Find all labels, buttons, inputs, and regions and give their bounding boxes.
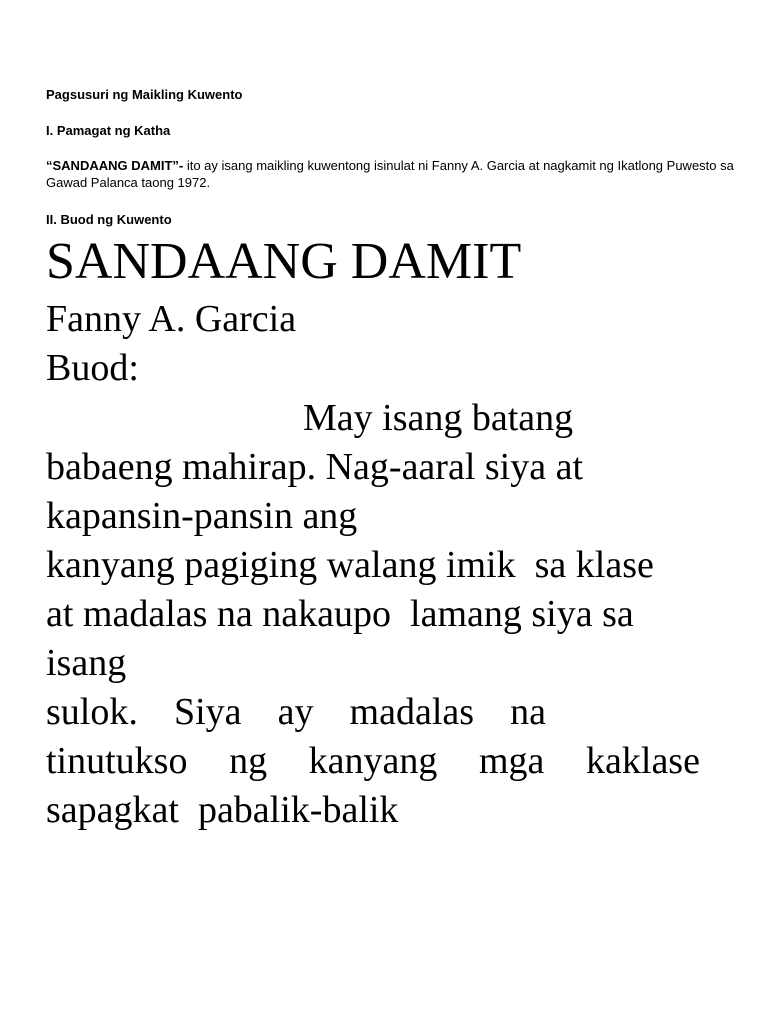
summary-line-9: sapagkat pabalik-balik bbox=[46, 789, 399, 831]
summary-word: kaklase bbox=[586, 740, 700, 782]
summary-word: na bbox=[510, 691, 546, 733]
summary-word: kanyang bbox=[308, 740, 438, 782]
summary-word: ng bbox=[229, 740, 268, 782]
story-title: SANDAANG DAMIT bbox=[46, 233, 522, 290]
summary-line-1: May isang batang bbox=[303, 397, 574, 439]
intro-text: ito ay isang maikling kuwentong isinulat ni Fanny A. Garcia at nagkamit ng Ikatlong Puwesto sa Gawad Palanca taong 1972. bbox=[46, 158, 734, 190]
summary-line-2: babaeng mahirap. Nag-aaral siya at bbox=[46, 446, 584, 488]
summary-word: sulok. bbox=[46, 691, 138, 733]
summary-line-7 bbox=[46, 688, 546, 736]
summary-label: Buod: bbox=[46, 347, 139, 389]
summary-word: ay bbox=[277, 691, 314, 733]
summary-word: mga bbox=[478, 740, 545, 782]
section-1-title: I. Pamagat ng Katha bbox=[46, 123, 171, 138]
summary-line-3: kapansin-pansin ang bbox=[46, 495, 358, 537]
summary-line-5: at madalas na nakaupo lamang siya sa bbox=[46, 593, 634, 635]
document-heading: Pagsusuri ng Maikling Kuwento bbox=[46, 87, 243, 102]
summary-line-6: isang bbox=[46, 642, 127, 684]
intro-bold-title: “SANDAANG DAMIT”- bbox=[46, 158, 184, 173]
section-2-title: II. Buod ng Kuwento bbox=[46, 212, 172, 227]
summary-line-4: kanyang pagiging walang imik sa klase bbox=[46, 544, 654, 586]
story-author: Fanny A. Garcia bbox=[46, 298, 297, 340]
intro-paragraph bbox=[46, 157, 736, 191]
summary-word: madalas bbox=[349, 691, 475, 733]
summary-word: Siya bbox=[173, 691, 242, 733]
summary-line-8 bbox=[46, 737, 700, 785]
summary-word: tinutukso bbox=[46, 740, 188, 782]
